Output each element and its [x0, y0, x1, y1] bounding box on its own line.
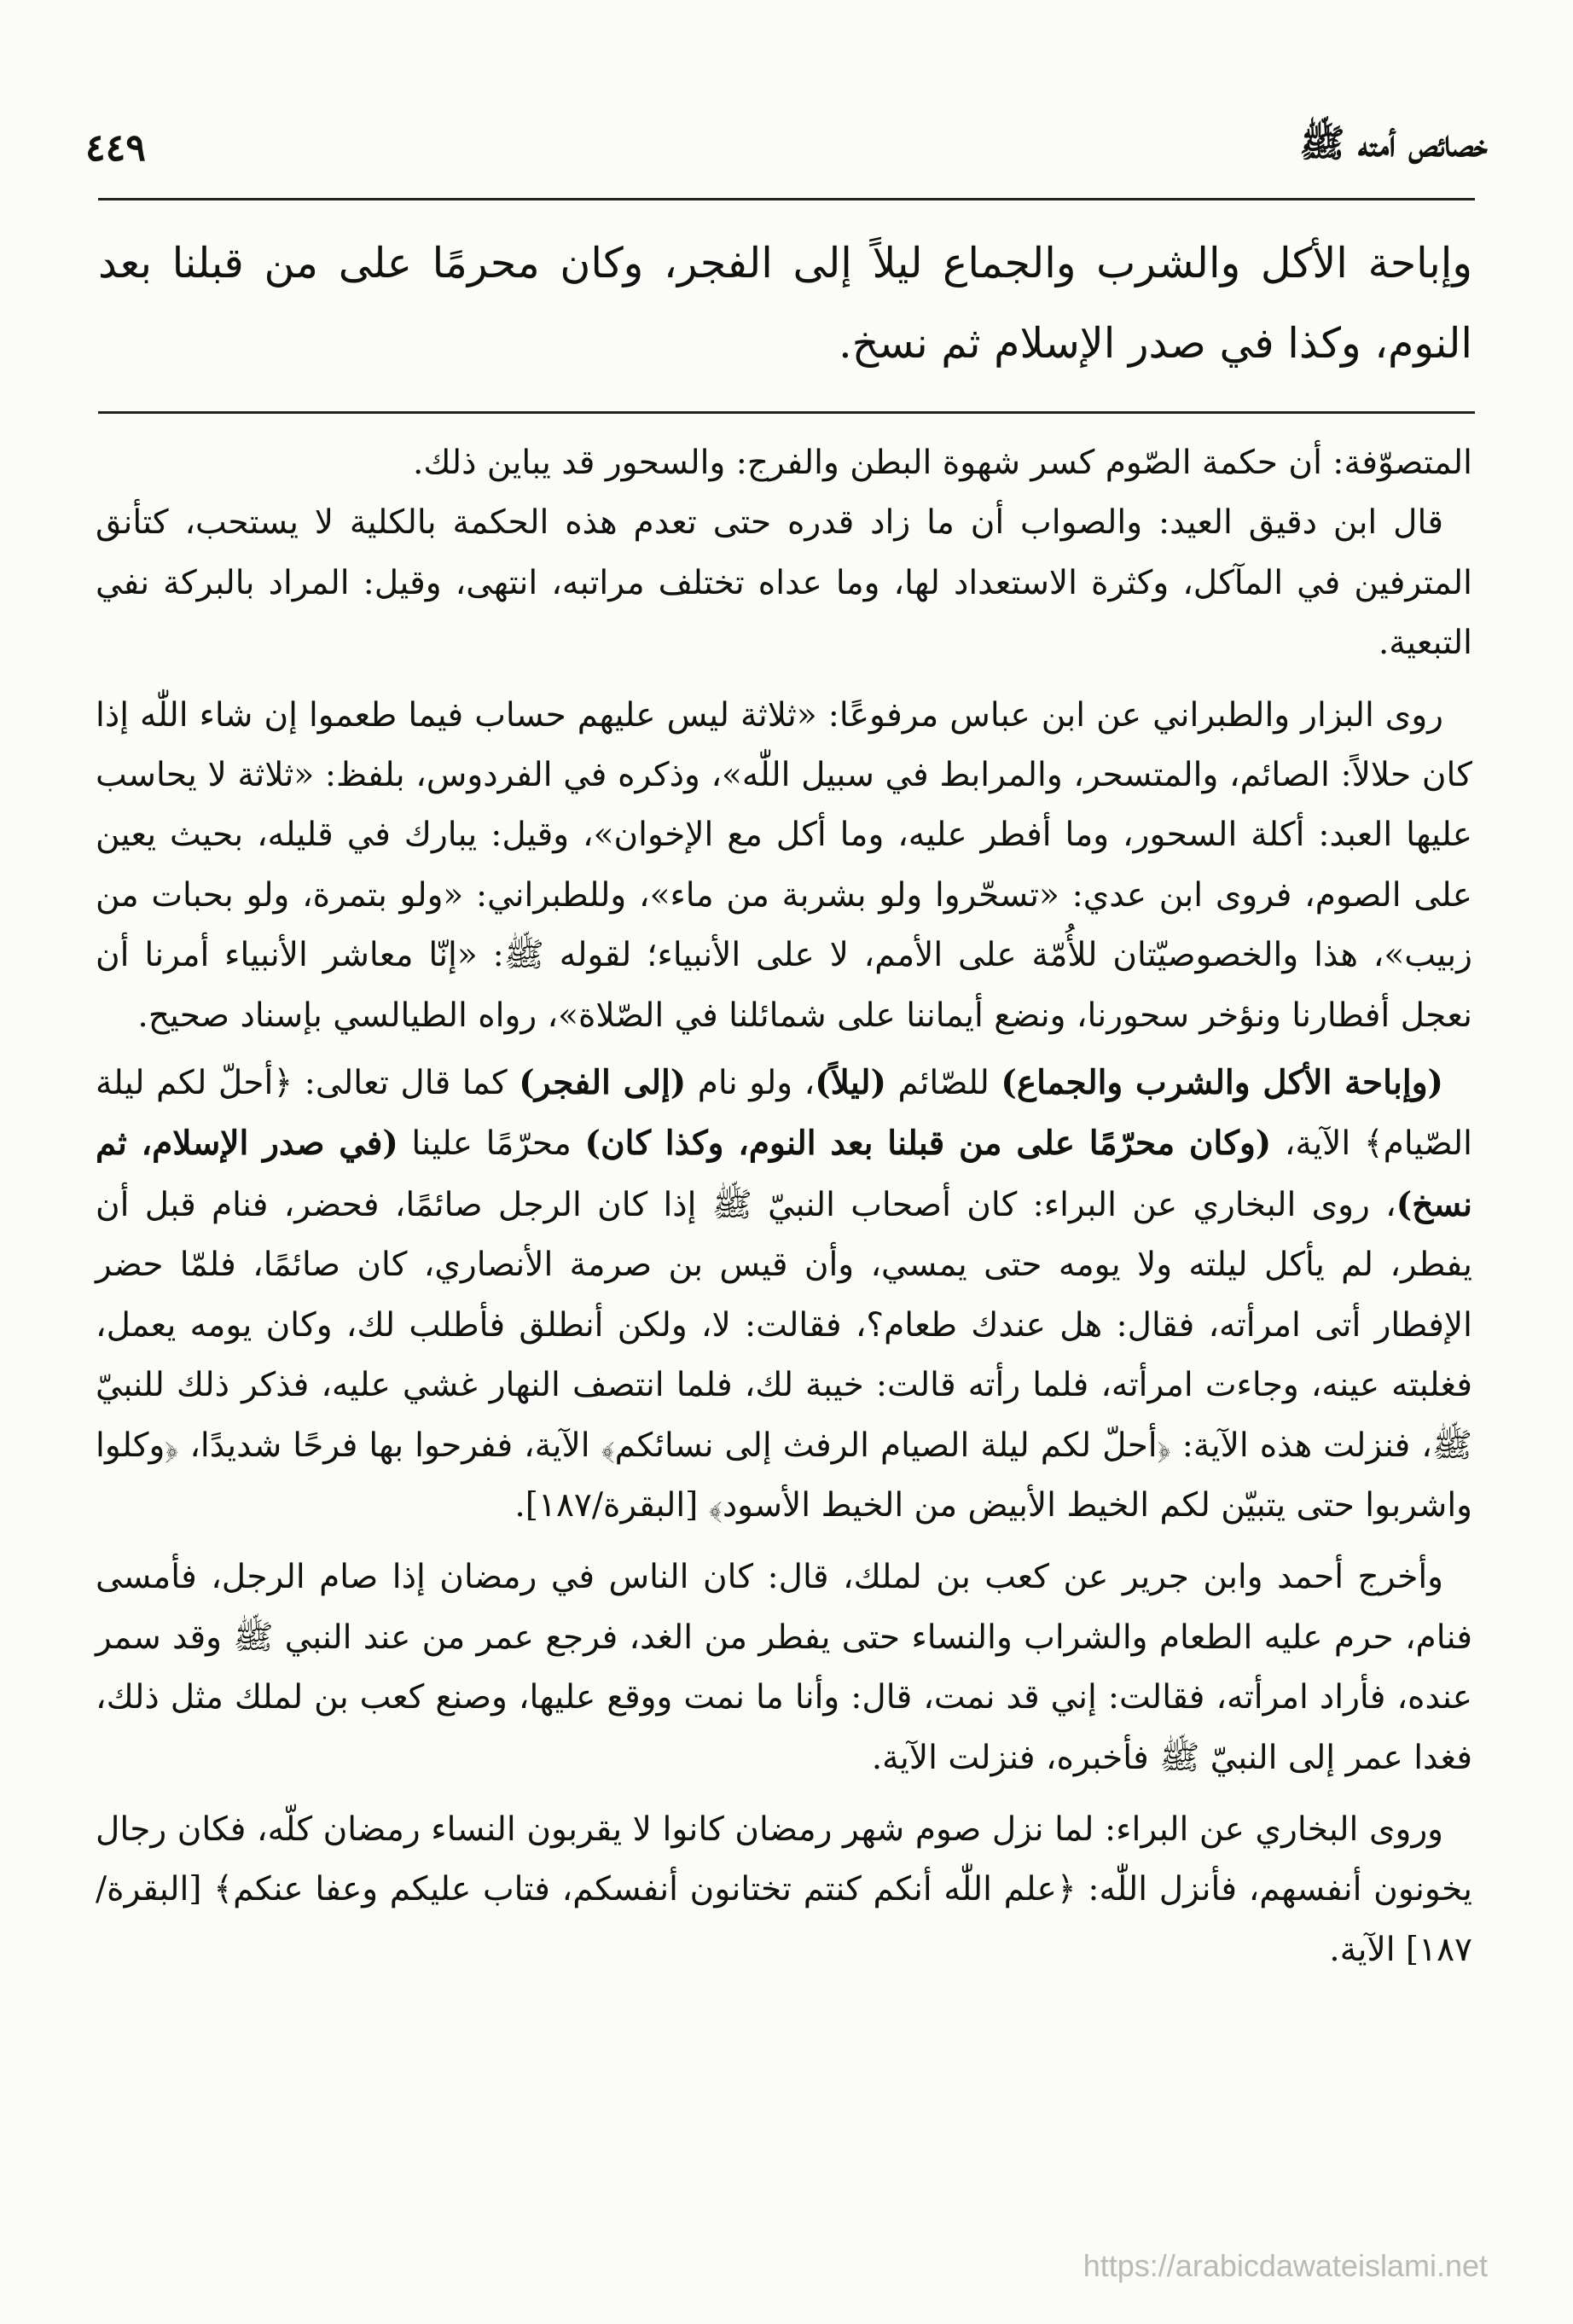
commentary-text: للصّائم — [886, 1064, 1001, 1103]
page-header — [85, 109, 1488, 186]
commentary-text: ، روى البخاري عن البراء: كان أصحاب النبيّ ﷺ إذا كان الرجل صائمًا، فحضر، فنام قبل أن يفطر، لم يأكل ليلته ولا يومه حتى يمسي، وأن قيس بن صرمة الأنصاري، كان صائمًا، فلمّا حضر الإفطار أتى امرأته، فقال: هل عندك طعام؟، فقالت: لا، ولكن أنطلق فأطلب لك، وكان يومه يعمل، فغلبته عينه، وجاءت امرأته، فلما رأته قالت: خيبة لك، فلما انتصف النهار غشي عليه، فذكر ذلك للنبيّ ﷺ، فنزلت هذه الآية: ﴿أحلّ لكم ليلة الصيام الرفث إلى نسائكم﴾ الآية، ففرحوا بها فرحًا شديدًا، ﴿وكلوا واشربوا حتى يتبيّن لكم الخيط الأبيض من الخيط الأسود﴾ [البقرة/١٨٧]. — [96, 1185, 1472, 1525]
quoted-matn: (ليلاً) — [815, 1063, 887, 1103]
commentary-text: كما قال تعالى: ﴿أحلّ لكم ليلة الصّيام﴾ الآية، — [96, 1064, 1473, 1164]
watermark: https://arabicdawateislami.net — [1083, 2248, 1488, 2283]
commentary-paragraph: وأخرج أحمد وابن جرير عن كعب بن لملك، قال: كان الناس في رمضان إذا صام الرجل، فأمسى فنام، حرم عليه الطعام والشراب والنساء حتى يفطر من الغد، فرجع عمر من عند النبي ﷺ وقد سمر عنده، فأراد امرأته، فقالت: إني قد نمت، قال: وأنا ما نمت ووقع عليها، وصنع كعب بن لملك مثل ذلك، فغدا عمر إلى النبيّ ﷺ فأخبره، فنزلت الآية. — [96, 1558, 1472, 1777]
commentary-paragraph: المتصوّفة: أن حكمة الصّوم كسر شهوة البطن والفرج: والسحور قد يباين ذلك. — [412, 444, 1472, 482]
quoted-matn: (إلى الفجر) — [519, 1063, 687, 1103]
commentary-text: ، ولو نام — [686, 1064, 816, 1103]
quoted-matn: (في صدر الإسلام، ثم نسخ) — [96, 1124, 1472, 1224]
page-number: ٤٤٩ — [85, 125, 146, 170]
header-divider — [98, 198, 1475, 200]
commentary — [96, 433, 1472, 1980]
running-title: خصائص أمته ﷺ — [1299, 122, 1488, 166]
commentary-paragraph: روى البزار والطبراني عن ابن عباس مرفوعًا: «ثلاثة ليس عليهم حساب فيما طعموا إن شاء اللّٰه إذا كان حلالاً: الصائم، والمتسحر، والمرابط في سبيل اللّٰه»، وذكره في الفردوس، بلفظ: «ثلاثة لا يحاسب عليها العبد: أكلة السحور، وما أفطر عليه، وما أكل مع الإخوان»، وقيل: يبارك في قليله، بحيث يعين على الصوم، فروى ابن عدي: «تسحّروا ولو بشربة من ماء»، وللطبراني: «ولو بتمرة، ولو بحبات من زبيب»، هذا والخصوصيّتان للأُمّة على الأمم، لا على الأنبياء؛ لقوله ﷺ: «إنّا معاشر الأنبياء أمرنا أن نعجل أفطارنا ونؤخر سحورنا، ونضع أيماننا على شمائلنا في الصّلاة»، رواه الطيالسي بإسناد صحيح. — [96, 695, 1472, 1035]
commentary-paragraph: قال ابن دقيق العيد: والصواب أن ما زاد قدره حتى تعدم هذه الحكمة بالكلية لا يستحب، كتأنق المترفين في المآكل، وكثرة الاستعداد لها، وما عداه تختلف مراتبه، انتهى، وقيل: المراد بالبركة نفي التبعية. — [96, 503, 1472, 663]
commentary-paragraph: وروى البخاري عن البراء: لما نزل صوم شهر رمضان كانوا لا يقربون النساء رمضان كلّه، فكان رجال يخونون أنفسهم، فأنزل اللّٰه: ﴿علم اللّٰه أنكم كنتم تختانون أنفسكم، فتاب عليكم وعفا عنكم﴾ [البقرة/١٨٧] الآية. — [96, 1810, 1472, 1969]
commentary-paragraph — [96, 1053, 1472, 1536]
main-text: وإباحة الأكل والشرب والجماع ليلاً إلى الفجر، وكان محرمًا على من قبلنا بعد النوم، وكذا في صدر الإسلام ثم نسخ. — [98, 239, 1472, 368]
quoted-matn: (وكان محرّمًا على من قبلنا بعد النوم، وكذا كان) — [584, 1124, 1272, 1164]
commentary-text: محرّمًا علينا — [398, 1124, 585, 1164]
quoted-matn: (وإباحة الأكل والشرب والجماع) — [1001, 1063, 1444, 1103]
text-divider — [98, 411, 1475, 414]
